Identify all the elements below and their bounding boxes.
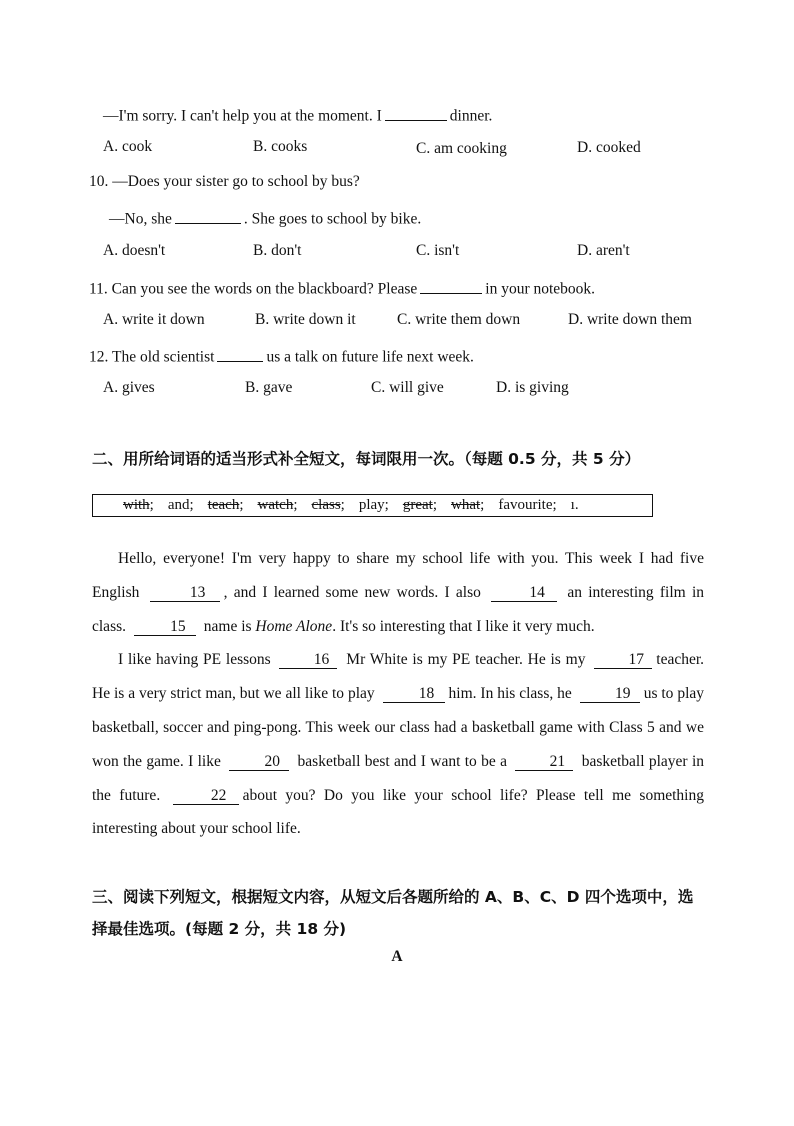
passage-text: teacher. He is a very strict man, but we all like to play xyxy=(92,651,705,703)
q11-option-b: B. write down it xyxy=(255,311,356,328)
q9-answer-line xyxy=(103,104,492,126)
passage-text: I like having PE lessons xyxy=(118,651,271,669)
reading-part-label: A xyxy=(391,948,403,965)
word-bank-item: great; xyxy=(402,497,437,513)
q9-option-b: B. cooks xyxy=(253,138,308,155)
blank-19: 19 xyxy=(580,685,640,703)
q10-answer-prefix: —No, she xyxy=(109,210,172,228)
passage-text: basketball player in the future. xyxy=(92,752,704,804)
q10-option-d: D. aren't xyxy=(577,242,630,259)
q11-option-a: A. write it down xyxy=(103,311,205,328)
q12-option-a: A. gives xyxy=(103,379,155,396)
blank-17: 17 xyxy=(594,651,652,669)
passage-text: him. In his class, he xyxy=(448,685,572,703)
q10-option-a: A. doesn't xyxy=(103,242,166,259)
q10-option-c: C. isn't xyxy=(416,242,460,259)
passage-text: , and I learned some new words. I also xyxy=(223,583,481,601)
section2-title: 二、用所给词语的适当形式补全短文，每词限用一次。（每题 0.5 分，共 5 分） xyxy=(92,450,641,468)
q10-answer-suffix: . She goes to school by bike. xyxy=(243,210,422,228)
word-bank-item: class; xyxy=(311,497,345,513)
q12-option-c: C. will give xyxy=(371,379,444,396)
section3-title-line1: 三、阅读下列短文，根据短文内容，从短文后各题所给的 A、B、C、D 四个选项中，选 xyxy=(92,888,694,906)
q11-blank xyxy=(420,277,482,294)
cloze-passage xyxy=(92,542,704,846)
passage-paragraph-1 xyxy=(92,542,704,643)
word-bank-item: and; xyxy=(167,497,194,513)
passage-text: Mr White is my PE teacher. He is my xyxy=(346,651,586,669)
q9-answer-suffix: dinner. xyxy=(449,107,493,125)
blank-21: 21 xyxy=(515,753,573,771)
word-bank-trailing-mark: ı. xyxy=(570,497,579,513)
q11-option-c: C. write them down xyxy=(397,311,521,328)
q9-option-a: A. cook xyxy=(103,138,153,155)
blank-14: 14 xyxy=(491,584,557,602)
word-bank-box xyxy=(92,494,653,517)
q12-option-d: D. is giving xyxy=(496,379,569,396)
q9-option-d: D. cooked xyxy=(577,139,641,156)
word-bank-item: with; xyxy=(123,497,154,513)
word-bank-item: watch; xyxy=(257,497,298,513)
section3-title-line2: 择最佳选项。(每题 2 分，共 18 分) xyxy=(92,920,347,938)
passage-paragraph-2 xyxy=(92,643,704,846)
q12-blank xyxy=(217,345,263,362)
film-title: Home Alone xyxy=(255,617,333,635)
q11-option-d: D. write down them xyxy=(568,311,692,328)
blank-15: 15 xyxy=(134,618,196,636)
passage-text: about you? Do you like your school life? Please tell me something interesting about your school life. xyxy=(92,786,704,838)
q12-question xyxy=(89,345,474,367)
passage-text: . It's so interesting that I like it very much. xyxy=(332,617,595,635)
passage-text: basketball best and I want to be a xyxy=(297,752,507,770)
q11-prefix: 11. Can you see the words on the blackboard? Please xyxy=(89,280,418,298)
blank-13: 13 xyxy=(150,584,220,602)
q10-blank xyxy=(175,207,241,224)
q11-question xyxy=(89,277,595,299)
blank-20: 20 xyxy=(229,753,289,771)
q11-suffix: in your notebook. xyxy=(485,280,596,298)
passage-text: an interesting film in class. xyxy=(92,583,705,635)
q9-blank xyxy=(385,104,447,121)
q12-suffix: us a talk on future life next week. xyxy=(266,348,474,366)
passage-text: us to play basketball, soccer and ping-pong. This week our class had a basketball game with Class 5 and we won the game. I like xyxy=(92,685,705,770)
word-bank-item: play; xyxy=(358,497,389,513)
word-bank-item: teach; xyxy=(207,497,244,513)
word-bank-item: what; xyxy=(451,497,485,513)
q10-question: 10. —Does your sister go to school by bus? xyxy=(89,173,360,190)
q9-answer-prefix: —I'm sorry. I can't help you at the moment. I xyxy=(103,107,382,125)
blank-22: 22 xyxy=(173,787,239,805)
passage-text: Hello, everyone! I'm very happy to share my school life with you. This week I had five English xyxy=(92,550,704,601)
q9-option-c: C. am cooking xyxy=(416,140,507,157)
q10-answer-line xyxy=(109,207,421,229)
q10-option-b: B. don't xyxy=(253,242,302,259)
passage-text: name is xyxy=(203,617,252,635)
q12-prefix: 12. The old scientist xyxy=(89,348,215,366)
q12-option-b: B. gave xyxy=(245,379,293,396)
word-bank-item: favourite; xyxy=(498,497,557,513)
blank-18: 18 xyxy=(383,685,445,703)
blank-16: 16 xyxy=(279,651,337,669)
